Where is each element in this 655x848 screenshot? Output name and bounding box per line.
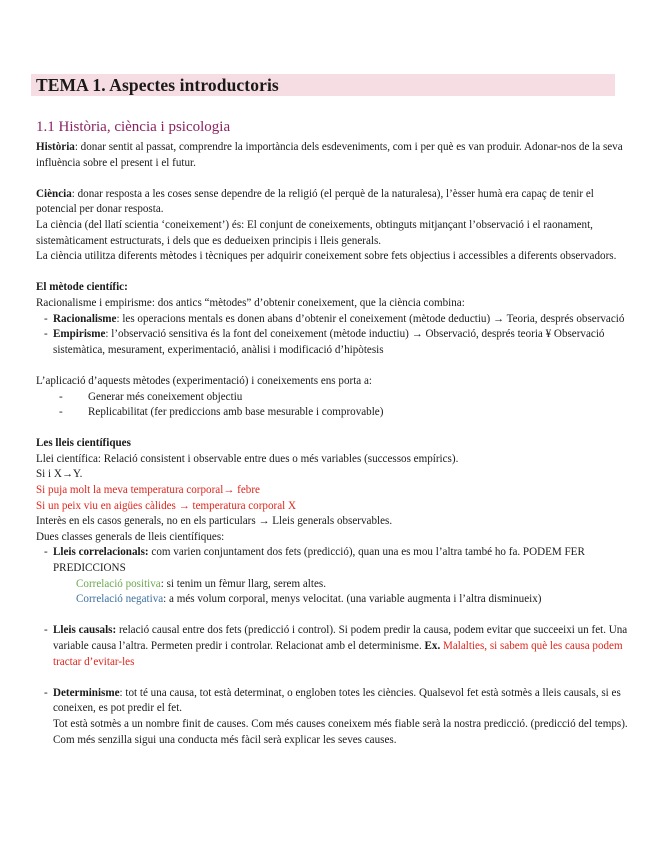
metode-intro: Racionalisme i empirisme: dos antics “mètodes” d’obtenir coneixement, que la ciència combina: xyxy=(36,296,465,309)
page-title: TEMA 1. Aspectes introductoris xyxy=(36,75,279,95)
lleis-formula: Si i X→Y. xyxy=(36,468,83,481)
ciencia-methods: La ciència utilitza diferents mètodes i tècniques per adquirir coneixement sobre fets objectius i accessibles a diferents observadors. xyxy=(36,250,617,263)
list-item-racionalisme: - Racionalisme: les operacions mentals es donen abans d’obtenir el coneixement (mètode deductiu) → Teoria, després observació xyxy=(36,312,630,328)
example-peix: Si un peix viu en aigües càlides → temperatura corporal X xyxy=(36,499,297,512)
list-item-empirisme: - Empirisme: l’observació sensitiva és la font del coneixement (mètode inductiu) → Observació, després teoria ¥ Observació sistemàtica, mesurament, experimentació, anàlisi i modificació d’hipòtesis xyxy=(36,327,630,358)
dues-classes-text: Dues classes generals de lleis científiques: xyxy=(36,530,225,543)
lleis-definition: Llei científica: Relació consistent i observable entre dues o més variables (successos empírics). xyxy=(36,452,459,465)
historia-term: Història xyxy=(36,141,75,153)
ciencia-term: Ciència xyxy=(36,187,72,200)
determinisme-causes: Tot està sotmès a un nombre finit de causes. Com més causes coneixem més fiable serà la nostra predicció. (predicció del temps). xyxy=(53,717,628,730)
metode-heading: El mètode científic: xyxy=(36,281,128,294)
ciencia-text: : donar resposta a les coses sense dependre de la religió (el perquè de la naturalesa), l’èsser humà era capaç de tenir el potencial per donar resposta. xyxy=(36,187,594,216)
lleis-heading: Les lleis científiques xyxy=(36,437,131,450)
historia-paragraph xyxy=(36,140,630,171)
section-heading: 1.1 Història, ciència i psicologia xyxy=(36,119,231,135)
list-item-determinisme: - Determinisme: tot té una causa, tot està determinat, o engloben totes les ciències. Qualsevol fet està sotmès a lleis causals, si es coneixen, es pot predir el fet. xyxy=(36,686,630,717)
determinisme-conducta: Com més senzilla sigui una conducta més fàcil serà explicar les seves causes. xyxy=(53,733,397,746)
list-item-generar: - Generar més coneixement objectiu xyxy=(36,390,630,406)
example-febre: Si puja molt la meva temperatura corporal→ febre xyxy=(36,484,260,497)
correlacio-negativa: Correlació negativa: a més volum corporal, menys velocitat. (una variable augmenta i l’altra disminueix) xyxy=(76,593,542,606)
correlacio-positiva: Correlació positiva: si tenim un fèmur llarg, serem altes. xyxy=(76,577,326,590)
list-item-replicabilitat: - Replicabilitat (fer prediccions amb base mesurable i comprovable) xyxy=(36,405,630,421)
list-item-correlacionals: - Lleis correlacionals: com varien conjuntament dos fets (predicció), quan una es mou l’altra també ho fa. PODEM FER PREDICCIONS xyxy=(36,545,630,576)
ciencia-definition: La ciència (del llatí scientia ‘coneixement’) és: El conjunt de coneixements, obtinguts mitjançant l’observació i el raonament, sistemàticament estructurats, i dels que es dedueixen principis i lleis generals. xyxy=(36,218,593,247)
ciencia-paragraph xyxy=(36,187,630,218)
historia-text: : donar sentit al passat, comprendre la importància dels esdeveniments, com i per què es van produir. Adonar-nos de la seva influència sobre el present i el futur. xyxy=(36,141,623,169)
aplicacio-text: L’aplicació d’aquests mètodes (experimentació) i coneixements ens porta a: xyxy=(36,374,372,387)
list-item-causals: - Lleis causals: relació causal entre dos fets (predicció i control). Si podem predir la causa, podem evitar que succeeixi un fet. Una variable causa l’altra. Permeten predir i controlar. Relacionat amb el determinisme. Ex. Malalties, si sabem què les causa podem tractar d’evitar-les xyxy=(36,623,630,670)
document-body xyxy=(36,140,630,748)
interes-text: Interès en els casos generals, no en els particulars → Lleis generals observables. xyxy=(36,515,393,528)
